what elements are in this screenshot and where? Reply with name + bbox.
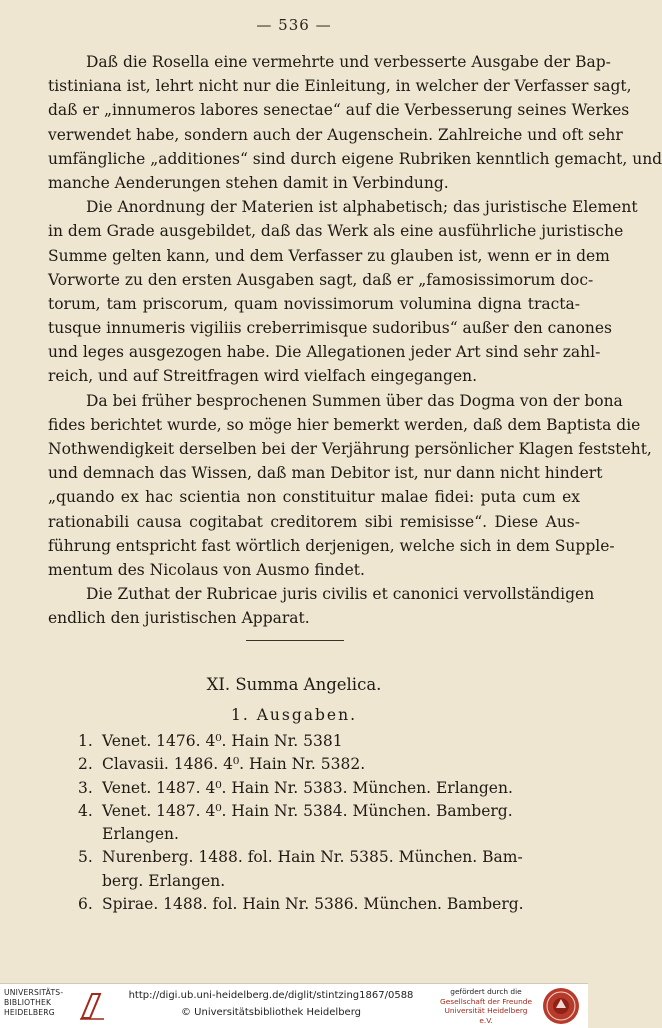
funding-line: Universität Heidelberg e.V. bbox=[444, 1006, 528, 1025]
text-line: Vorworte zu den ersten Ausgaben sagt, daß er „famosissimorum doc- bbox=[48, 270, 594, 289]
library-name[interactable] bbox=[4, 988, 76, 1017]
text-line: Da bei früher besprochenen Summen über das Dogma von der bona bbox=[86, 391, 623, 410]
text-line: rationabili causa cogitabat creditorem sibi remisisse“. Diese Aus- bbox=[48, 512, 580, 531]
list-item bbox=[78, 777, 578, 800]
text-line: endlich den juristischen Apparat. bbox=[48, 609, 310, 628]
section-title: XI. Summa Angelica. bbox=[206, 675, 382, 694]
item-text: Venet. 1487. 4⁰. Hain Nr. 5384. München. Bamberg. bbox=[102, 801, 513, 820]
editions-list bbox=[78, 730, 578, 916]
permalink-url[interactable]: http://digi.ub.uni-heidelberg.de/diglit/stintzing1867/0588 bbox=[128, 990, 414, 1001]
section-separator bbox=[246, 640, 344, 641]
text-line: reich, und auf Streitfragen wird vielfach eingegangen. bbox=[48, 367, 478, 386]
item-number: 5. bbox=[78, 848, 93, 867]
list-item bbox=[78, 800, 578, 823]
section-subtitle: 1. Ausgaben. bbox=[230, 706, 357, 724]
item-continuation: berg. Erlangen. bbox=[102, 871, 226, 890]
item-number: 6. bbox=[78, 895, 93, 914]
list-item bbox=[78, 730, 578, 753]
item-text: Venet. 1476. 4⁰. Hain Nr. 5381 bbox=[102, 732, 343, 750]
text-line: und leges ausgezogen habe. Die Allegationen jeder Art sind sehr zahl- bbox=[48, 343, 601, 362]
item-text: Clavasii. 1486. 4⁰. Hain Nr. 5382. bbox=[102, 755, 366, 774]
library-name-line: HEIDELBERG bbox=[4, 1007, 55, 1017]
university-seal-icon bbox=[540, 986, 582, 1026]
text-line: verwendet habe, sondern auch der Augenschein. Zahlreiche und oft sehr bbox=[48, 125, 623, 144]
text-line: tistiniana ist, lehrt nicht nur die Einleitung, in welcher der Verfasser sagt, bbox=[48, 77, 632, 96]
item-continuation: Erlangen. bbox=[102, 825, 179, 844]
library-name-line: UNIVERSITÄTS- bbox=[4, 988, 64, 997]
item-number: 4. bbox=[78, 801, 93, 820]
item-text: Nurenberg. 1488. fol. Hain Nr. 5385. München. Bam- bbox=[102, 848, 523, 867]
list-item bbox=[78, 753, 578, 776]
text-line: Daß die Rosella eine vermehrte und verbesserte Ausgabe der Bap- bbox=[86, 53, 611, 71]
item-number: 2. bbox=[78, 755, 93, 774]
item-number: 1. bbox=[78, 732, 93, 750]
text-line: daß er „innumeros labores senectae“ auf die Verbesserung seines Werkes bbox=[48, 101, 630, 120]
text-line: und demnach das Wissen, daß man Debitor ist, nur dann nicht hindert bbox=[48, 464, 603, 483]
text-line: torum, tam priscorum, quam novissimorum volumina digna tracta- bbox=[48, 294, 580, 313]
text-line: umfängliche „additiones“ sind durch eigene Rubriken kenntlich gemacht, und bbox=[48, 149, 662, 168]
item-number: 3. bbox=[78, 778, 93, 797]
text-line: Die Zuthat der Rubricae juris civilis et canonici vervollständigen bbox=[86, 585, 595, 604]
item-text: Spirae. 1488. fol. Hain Nr. 5386. München. Bamberg. bbox=[102, 895, 524, 914]
text-line: manche Aenderungen stehen damit in Verbindung. bbox=[48, 173, 449, 192]
list-item bbox=[78, 893, 578, 916]
library-logo-icon[interactable] bbox=[78, 988, 106, 1022]
text-line: Nothwendigkeit derselben bei der Verjährung persönlicher Klagen feststeht, bbox=[48, 440, 652, 458]
text-line: in dem Grade ausgebildet, daß das Werk als eine ausführliche juristische bbox=[48, 222, 624, 241]
text-line: „quando ex hac scientia non constituitur malae fidei: puta cum ex bbox=[48, 488, 580, 507]
item-text: Venet. 1487. 4⁰. Hain Nr. 5383. München. Erlangen. bbox=[102, 778, 513, 797]
text-line: mentum des Nicolaus von Ausmo findet. bbox=[48, 560, 365, 579]
body-text bbox=[48, 50, 662, 631]
library-name-line: BIBLIOTHEK bbox=[4, 997, 52, 1007]
text-line: Die Anordnung der Materien ist alphabetisch; das juristische Element bbox=[86, 198, 638, 217]
list-item bbox=[78, 846, 578, 869]
text-line: führung entspricht fast wörtlich derjenigen, welche sich in dem Supple- bbox=[48, 536, 615, 555]
text-line: Summe gelten kann, und dem Verfasser zu glauben ist, wenn er in dem bbox=[48, 246, 610, 265]
page-number: — 536 — bbox=[256, 16, 332, 34]
copyright-notice: © Universitätsbibliothek Heidelberg bbox=[180, 1007, 361, 1018]
funding-line: gefördert durch die bbox=[450, 987, 522, 996]
funding-notice[interactable] bbox=[438, 987, 534, 1025]
funding-line: Gesellschaft der Freunde bbox=[440, 996, 532, 1006]
viewer-footer bbox=[0, 983, 588, 1028]
text-line: fides berichtet wurde, so möge hier bemerkt werden, daß dem Baptista die bbox=[48, 415, 641, 434]
text-line: tusque innumeris vigiliis creberrimisque sudoribus“ außer den canones bbox=[48, 319, 612, 338]
